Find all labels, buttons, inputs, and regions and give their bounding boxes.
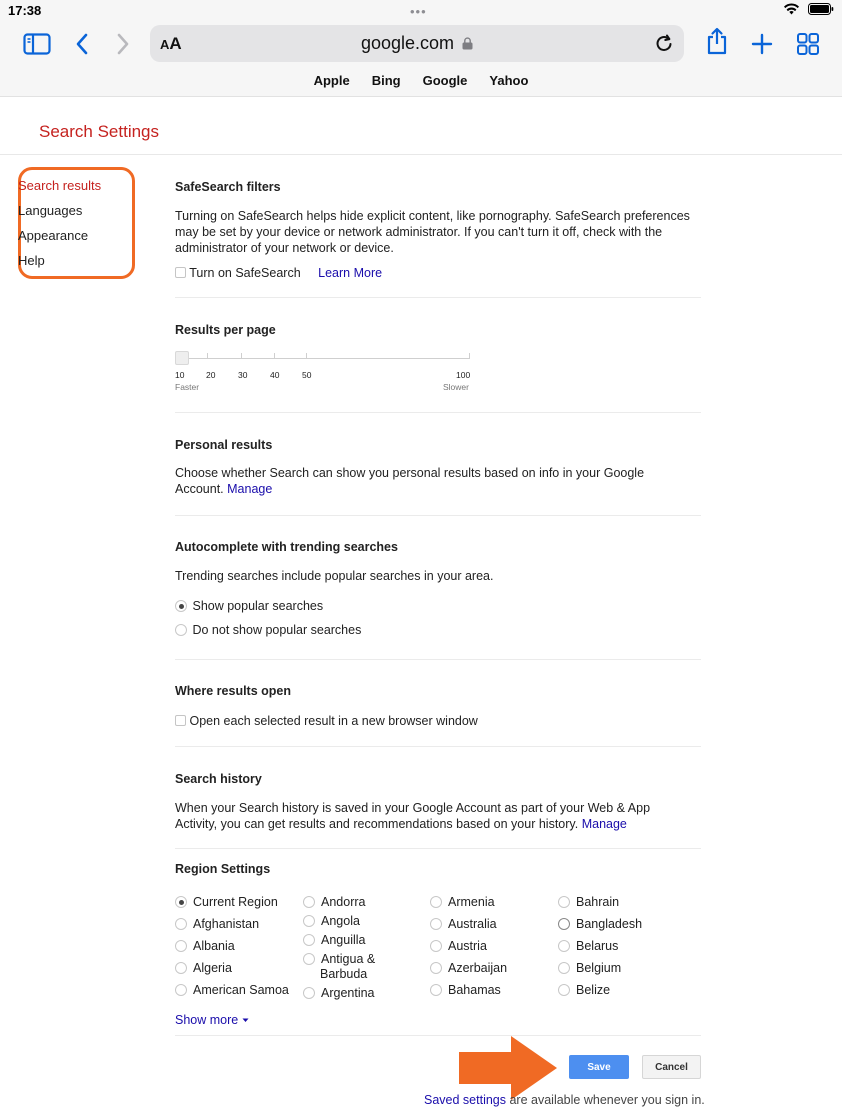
favorite-google[interactable]: Google	[422, 73, 468, 88]
region-option[interactable]: Andorra	[303, 895, 365, 910]
section-divider	[175, 1035, 701, 1036]
reload-icon[interactable]	[655, 33, 674, 58]
learn-more-link[interactable]: Learn More	[318, 266, 383, 280]
results-per-page-title: Results per page	[175, 323, 276, 337]
region-option[interactable]: Belize	[558, 983, 610, 998]
tab-overview-icon[interactable]	[793, 30, 823, 58]
region-option[interactable]: American Samoa	[175, 983, 289, 998]
search-history-title: Search history	[175, 772, 262, 786]
region-option[interactable]: Current Region	[175, 895, 278, 910]
region-option[interactable]: Azerbaijan	[430, 961, 507, 976]
region-option[interactable]: Bahrain	[558, 895, 619, 910]
radio-button-selected[interactable]	[175, 600, 187, 612]
sidebar-toggle-icon[interactable]	[22, 30, 52, 58]
wifi-icon	[783, 3, 800, 15]
radio-hide-popular[interactable]: Do not show popular searches	[175, 622, 361, 638]
safesearch-checkbox-label[interactable]: Turn on SafeSearch	[189, 266, 301, 280]
cancel-button[interactable]: Cancel	[642, 1055, 701, 1079]
title-divider	[0, 154, 842, 155]
slider-tick	[207, 353, 208, 359]
new-window-checkbox[interactable]	[175, 715, 186, 726]
tick-label: 20	[206, 370, 216, 380]
autocomplete-description: Trending searches include popular searches in your area.	[175, 569, 494, 583]
tick-label: 50	[302, 370, 312, 380]
forward-icon[interactable]	[108, 30, 138, 58]
results-open-title: Where results open	[175, 684, 291, 698]
region-option[interactable]: Australia	[430, 917, 497, 932]
results-slider-track[interactable]	[175, 358, 470, 359]
new-tab-icon[interactable]	[747, 30, 777, 58]
tick-label: 10	[175, 370, 185, 380]
saved-settings-note: Saved settings are available whenever you sign in.	[424, 1093, 705, 1107]
multitask-dots-icon[interactable]: •••	[410, 4, 427, 19]
caret-down-icon	[242, 1018, 249, 1023]
slider-tick	[306, 353, 307, 359]
region-option[interactable]: Armenia	[430, 895, 495, 910]
nav-languages[interactable]: Languages	[18, 203, 83, 218]
save-button[interactable]: Save	[569, 1055, 629, 1079]
results-slider-thumb[interactable]	[175, 351, 189, 365]
region-option[interactable]: Austria	[430, 939, 487, 954]
search-history-description: When your Search history is saved in your Google Account as part of your Web & App Activity, you can get results and recommendations based on your history. Manage	[175, 801, 651, 831]
personal-manage-link[interactable]: Manage	[227, 482, 273, 496]
back-icon[interactable]	[67, 30, 97, 58]
region-option[interactable]: Bahamas	[430, 983, 501, 998]
new-window-checkbox-row[interactable]: Open each selected result in a new browser window	[175, 713, 478, 729]
show-more-link[interactable]: Show more	[175, 1012, 249, 1028]
battery-icon	[808, 3, 834, 15]
section-divider	[175, 515, 701, 516]
saved-settings-link[interactable]: Saved settings	[424, 1093, 506, 1107]
section-divider	[175, 848, 701, 849]
region-option[interactable]: Afghanistan	[175, 917, 259, 932]
status-time: 17:38	[8, 3, 42, 18]
browser-toolbar	[0, 0, 842, 97]
region-option[interactable]: Algeria	[175, 961, 232, 976]
nav-help[interactable]: Help	[18, 253, 45, 268]
region-option[interactable]: Albania	[175, 939, 235, 954]
section-divider	[175, 412, 701, 413]
lock-icon	[462, 37, 473, 50]
section-divider	[175, 659, 701, 660]
orange-arrow-icon	[459, 1036, 557, 1100]
history-manage-link[interactable]: Manage	[581, 817, 627, 831]
personal-results-title: Personal results	[175, 438, 273, 452]
safesearch-description: Turning on SafeSearch helps hide explicit content, like pornography. SafeSearch preferences may be set by your device or network administrator. If you can't turn it off, check with the administrator of your network or device.	[175, 209, 690, 255]
share-icon[interactable]	[702, 27, 732, 55]
section-divider	[175, 297, 701, 298]
region-option[interactable]: Argentina	[303, 986, 375, 1001]
region-option[interactable]: Bangladesh	[558, 917, 642, 932]
region-option[interactable]: Angola	[303, 914, 360, 929]
url-text[interactable]: google.com	[150, 33, 684, 54]
favorite-bing[interactable]: Bing	[371, 73, 401, 88]
radio-show-popular[interactable]: Show popular searches	[175, 598, 323, 614]
address-bar[interactable]	[150, 25, 684, 62]
autocomplete-title: Autocomplete with trending searches	[175, 540, 398, 554]
reader-options-button[interactable]: AA	[160, 34, 182, 53]
page-title: Search Settings	[39, 122, 160, 141]
tick-label: 100	[456, 370, 471, 380]
favorite-yahoo[interactable]: Yahoo	[489, 73, 529, 88]
region-settings-title: Region Settings	[175, 862, 271, 876]
region-option[interactable]: Anguilla	[303, 933, 365, 948]
favorite-apple[interactable]: Apple	[313, 73, 350, 88]
region-option[interactable]: Belgium	[558, 961, 621, 976]
slider-tick	[469, 353, 470, 359]
slider-tick	[274, 353, 275, 359]
region-option[interactable]: Belarus	[558, 939, 618, 954]
section-divider	[175, 746, 701, 747]
status-icons	[783, 3, 834, 15]
slider-min-label: Faster	[175, 382, 200, 392]
safesearch-checkbox[interactable]	[175, 267, 186, 278]
nav-appearance[interactable]: Appearance	[18, 228, 89, 243]
slider-max-label: Slower	[443, 382, 469, 392]
nav-search-results[interactable]: Search results	[18, 178, 102, 193]
personal-results-description: Choose whether Search can show you personal results based on info in your Google Account. Manage	[175, 466, 645, 496]
tick-label: 40	[270, 370, 280, 380]
tick-label: 30	[238, 370, 248, 380]
radio-button[interactable]	[175, 624, 187, 636]
slider-tick	[241, 353, 242, 359]
region-option[interactable]: Antigua & Barbuda	[303, 952, 375, 982]
safesearch-title: SafeSearch filters	[175, 180, 281, 194]
safesearch-checkbox-row[interactable]	[175, 265, 382, 281]
favorites-bar	[0, 73, 842, 88]
